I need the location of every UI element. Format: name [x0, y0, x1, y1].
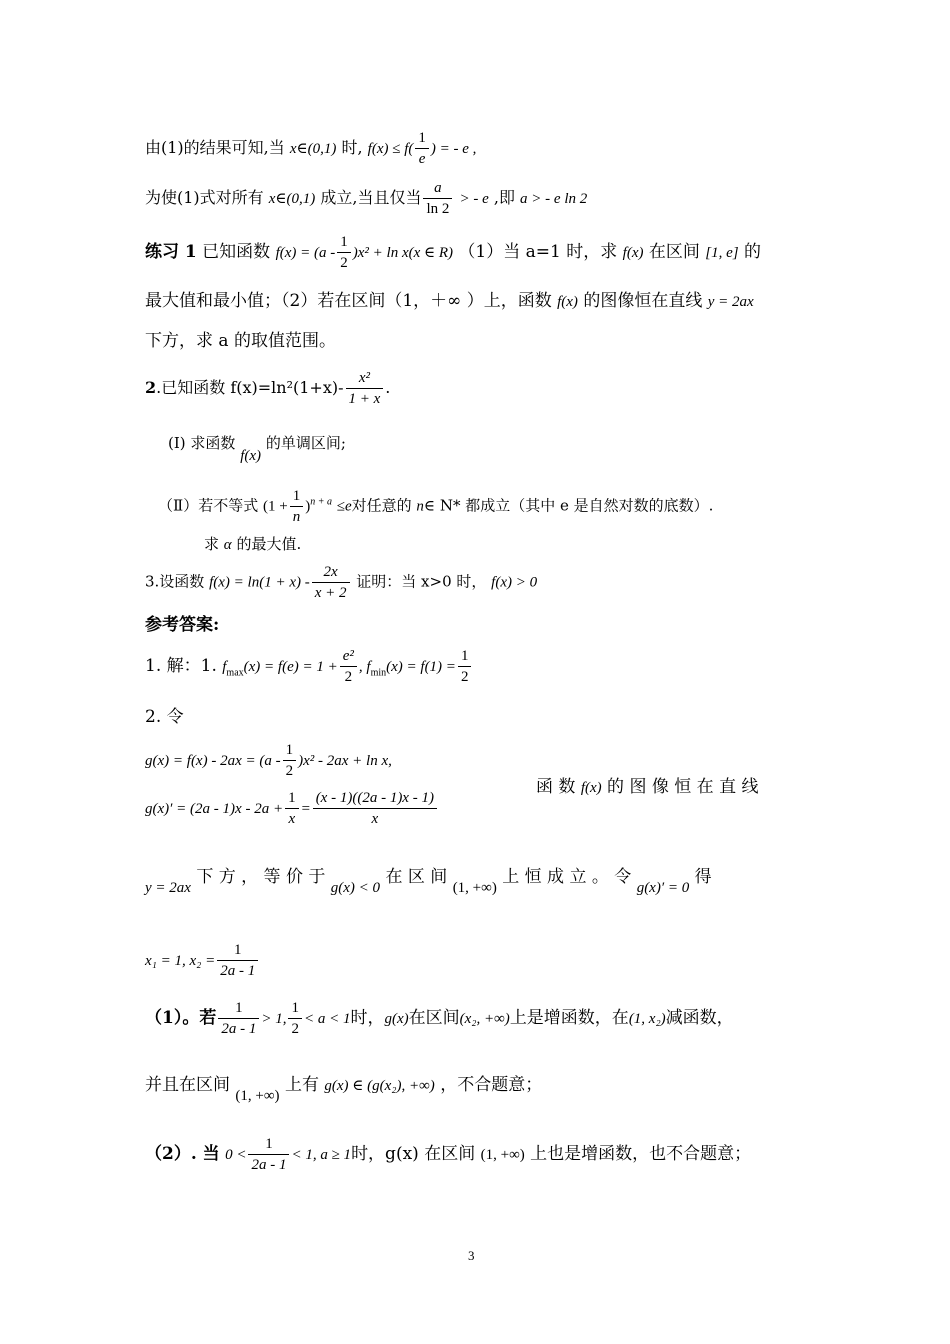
l2-frac-den: ln 2: [426, 201, 450, 217]
ex1-math-a: f(x) = (a -: [275, 245, 336, 261]
w-math-b: g(x) < 0: [330, 880, 381, 896]
ex2-fraction: [346, 368, 384, 409]
ex2-ii-text2: 对任意的: [351, 496, 412, 515]
w-text-d: 得: [694, 867, 712, 887]
c1-line2-b: 上有: [284, 1075, 319, 1095]
exercise-1-line-2: [145, 286, 754, 311]
ex3-frac-den: x + 2: [314, 585, 347, 601]
c1-label: （1）。若: [145, 1008, 217, 1028]
exercise-2-part-ii: [158, 486, 713, 527]
ex2-ii-line2: 求: [204, 535, 220, 553]
l2-math-c: a > - e ln 2: [520, 191, 588, 207]
w-text-a: 下 方 ， 等 价 于: [196, 867, 326, 887]
ex2-ii-exponent: n + a: [310, 496, 332, 508]
c2-fraction: [248, 1134, 289, 1175]
exercise-1-line-1: [145, 232, 761, 273]
l1-frac-num: 1: [415, 128, 429, 149]
ex2-ii-text3: N* 都成立（其中 e 是自然对数的底数）.: [439, 496, 714, 515]
l1-math-b: f(x) ≤ f(: [367, 141, 414, 157]
ex3-fraction: [312, 562, 350, 603]
c1-text-a: 时，: [350, 1008, 385, 1028]
ex2-ii-frac-den: n: [292, 509, 301, 525]
w-math-a: y = 2ax: [145, 880, 191, 896]
g1-fraction: [283, 740, 297, 781]
g-side-text: [536, 772, 758, 797]
c1-math-c: g(x): [384, 1011, 409, 1027]
ex3-text: 3.设函数: [145, 572, 205, 591]
ex1-line3: 下方，求 a 的取值范围。: [145, 331, 336, 351]
page-number: 3: [468, 1248, 475, 1263]
a1-sub-max: max: [226, 667, 244, 679]
g2-fraction-2: [313, 788, 437, 829]
w-text-c: 上 恒 成 立 。 令: [502, 867, 632, 887]
l2-fraction: [423, 178, 452, 219]
ex2-ii-label: （Ⅱ）若不等式: [158, 496, 259, 515]
exercise-1-title: 练习 1: [145, 242, 197, 262]
ex2-text: .已知函数 f(x)=ln²(1+x)-: [156, 378, 344, 397]
a1-frac2-den: 2: [460, 669, 469, 685]
ex2-i-math: f(x): [240, 448, 262, 464]
g1-math-b: )x² - 2ax + ln x,: [298, 753, 392, 769]
c2-math-c: (1, +∞): [480, 1147, 525, 1163]
ex2-i-text2: 的单调区间;: [265, 434, 346, 452]
exercise-2-part-i: [168, 432, 346, 464]
x-frac-num: 1: [217, 940, 258, 961]
g1-frac-num: 1: [283, 740, 297, 761]
ex2-frac-num: x²: [346, 368, 384, 389]
answers-heading: 参考答案:: [145, 615, 220, 635]
l1-fraction: [415, 128, 429, 169]
c1-text-d: 减函数，: [665, 1008, 734, 1028]
ex1-line2-a: 最大值和最小值；（2）若在区间（1，＋∞ ）上，函数: [145, 291, 552, 311]
ex2-ii-math-d: n∈: [416, 498, 436, 515]
exercise-1-line-3: [145, 326, 336, 351]
ex1-text3: 在区间: [648, 242, 700, 262]
ex3-text2: 证明：当 x>0 时，: [356, 572, 487, 591]
c2-frac-num: 1: [248, 1134, 289, 1155]
g-side-math: f(x): [580, 780, 602, 796]
text-line-1: [145, 128, 476, 169]
a1-frac-num: e²: [340, 646, 357, 667]
a1-math-d: (x) = f(1) =: [386, 659, 456, 675]
a1-sub-min: min: [370, 667, 387, 679]
a1-math-c: , f: [358, 659, 371, 675]
c1-line2-c: ，不合题意；: [440, 1075, 543, 1095]
ex1-line2-b: 的图像恒在直线: [583, 291, 703, 311]
c1-line2-math: (1, +∞): [235, 1088, 280, 1104]
ex2-ii-math-c: ≤e: [336, 498, 352, 515]
c1-math-d: (x₂, +∞): [459, 1011, 510, 1027]
c2-frac-den: 2a - 1: [251, 1157, 287, 1173]
case-1-line-2: [145, 1070, 543, 1104]
c1-frac2-den: 2: [291, 1021, 299, 1037]
ex2-ii-line2b: 的最大值.: [236, 535, 302, 553]
ex1-text4: 的: [744, 242, 762, 262]
c1-text-c: 上是增函数，在: [509, 1008, 629, 1028]
g2-frac2-den: x: [371, 811, 379, 827]
ex1-math-c: f(x): [622, 245, 644, 261]
c1-math-b: < a < 1: [303, 1011, 351, 1027]
g1-math-a: g(x) = f(x) - 2ax = (a -: [145, 753, 281, 769]
c2-math-a: 0 <: [225, 1147, 247, 1163]
c1-math-a: > 1,: [261, 1011, 287, 1027]
ex3-frac-num: 2x: [312, 562, 350, 583]
c1-line2-a: 并且在区间: [145, 1075, 230, 1095]
ex2-ii-frac-num: 1: [290, 486, 304, 507]
l1-text: 由(1)的结果可知,当: [145, 138, 285, 157]
ex1-line2-math: f(x): [557, 294, 578, 310]
l1-frac-den: e: [418, 151, 426, 167]
ex1-math-d: [1, e]: [705, 245, 739, 261]
w-math-c: (1, +∞): [452, 880, 497, 896]
l2-text2: 成立,当且仅当: [320, 188, 422, 207]
g2-frac2-num: (x - 1)((2a - 1)x - 1): [313, 788, 437, 809]
roots-line: [145, 940, 260, 981]
a1-text: 1. 解：1.: [145, 656, 217, 676]
l1-text2: 时,: [341, 138, 363, 157]
g-derivative-line: [145, 788, 439, 829]
c2-math-b: < 1, a ≥ 1: [291, 1147, 352, 1163]
l2-text3: ,即: [493, 188, 515, 207]
answer-2-heading: 2. 令: [145, 707, 184, 727]
x-fraction: [217, 940, 258, 981]
g2-math-b: =: [300, 801, 311, 817]
equivalence-line: [145, 862, 712, 896]
x-frac-den: 2a - 1: [220, 963, 256, 979]
c1-frac-num: 1: [218, 998, 259, 1019]
a1-math-b: (x) = f(e) = 1 +: [243, 659, 338, 675]
ex2-ii-fraction: [290, 486, 304, 527]
ex2-frac-den: 1 + x: [348, 391, 381, 407]
w-text-b: 在 区 间: [385, 867, 448, 887]
l2-math-a: x∈(0,1): [268, 191, 316, 207]
ex2-dot: .: [385, 378, 391, 397]
l2-text: 为使(1)式对所有: [145, 188, 264, 207]
ex1-fraction: [337, 232, 351, 273]
case-1-line-1: [145, 998, 734, 1039]
c2-text-b: 上也是增函数，也不合题意；: [530, 1144, 752, 1164]
l1-math-c: ) = - e ,: [430, 141, 477, 157]
w-math-d: g(x)′ = 0: [636, 880, 690, 896]
case-2-line: [145, 1134, 751, 1175]
c2-text-a: 时，g(x) 在区间: [351, 1144, 476, 1164]
ex2-i-label: (I): [168, 434, 186, 452]
ex2-ii-math-b: ): [305, 498, 311, 515]
ex1-frac-num: 1: [337, 232, 351, 253]
c2-label: （2）. 当: [145, 1144, 220, 1164]
a1-fraction-2: [458, 646, 472, 687]
c1-frac-den: 2a - 1: [221, 1021, 257, 1037]
a1-math-a: f: [222, 659, 227, 675]
ex2-i-text: 求函数: [190, 434, 236, 452]
g1-frac-den: 2: [285, 763, 294, 779]
g-side-b: 的 图 像 恒 在 直 线: [607, 777, 759, 797]
c1-text-b: 在区间: [408, 1008, 460, 1028]
text-line-2: [145, 178, 587, 219]
a1-fraction: [340, 646, 357, 687]
l2-frac-num: a: [423, 178, 452, 199]
ex1-text: 已知函数: [202, 242, 271, 262]
c1-fraction: [218, 998, 259, 1039]
answer-1-line: [145, 646, 473, 687]
exercise-2-part-ii-line-2: [204, 533, 301, 554]
l2-math-b: > - e: [459, 191, 489, 207]
g2-math-a: g(x)′ = (2a - 1)x - 2a +: [145, 801, 284, 817]
ex3-math-a: f(x) = ln(1 + x) -: [209, 574, 310, 591]
ex2-ii-alpha: α: [223, 537, 232, 553]
c1-frac2-num: 1: [288, 998, 302, 1019]
ex2-ii-math-a: (1 +: [262, 498, 288, 515]
c1-math-e: (1, x₂): [628, 1011, 666, 1027]
ex1-math-b: )x² + ln x(x ∈ R): [352, 245, 454, 261]
a1-frac-den: 2: [344, 669, 353, 685]
g2-frac-den: x: [288, 811, 296, 827]
l1-math-a: x∈(0,1): [289, 141, 337, 157]
ex1-text2: （1）当 a=1 时，求: [458, 242, 618, 262]
c1-fraction-2: [288, 998, 302, 1039]
g2-fraction: [285, 788, 299, 829]
ex1-frac-den: 2: [340, 255, 348, 271]
exercise-2-number: 2: [145, 378, 157, 397]
a1-frac2-num: 1: [458, 646, 472, 667]
exercise-3-line: [145, 562, 537, 603]
g-side-a: 函 数: [536, 777, 576, 797]
g-definition-line: [145, 740, 392, 781]
g2-frac-num: 1: [285, 788, 299, 809]
ex3-math-b: f(x) > 0: [491, 574, 538, 591]
exercise-2-line-1: [145, 368, 390, 409]
ex1-line2-math2: y = 2ax: [707, 294, 754, 310]
x-math-a: x₁ = 1, x₂ =: [145, 953, 216, 969]
c1-line2-math2: g(x) ∈ (g(x₂), +∞): [324, 1078, 435, 1094]
